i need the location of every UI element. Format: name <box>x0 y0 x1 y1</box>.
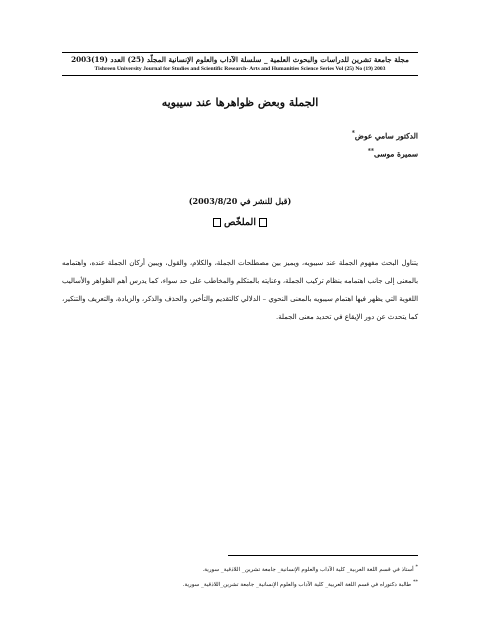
footnote-divider <box>228 555 418 556</box>
paper-title: الجملة وبعض ظواهرها عند سيبويه <box>161 96 319 109</box>
author-2 <box>218 144 418 162</box>
author-1-name: الدكتور سامي عوض <box>354 131 418 141</box>
footnote-2 <box>118 576 418 591</box>
footnote-1 <box>118 561 418 576</box>
abstract-body: يتناول البحث مفهوم الجملة عند سيبويه، ويميز بين مصطلحات الجملة، والكلام، والقول، ويبين أركان الجملة عنده، واهتمامه بالمعنى إلى جانب اهتمامه بنظام تركيب الجملة، وعنايته بالمتكلم والمخاطب على حد سواء، كما يدرس أهم الظواهر والأساليب اللغوية التي يظهر فيها اهتمام سيبويه بالمعنى النحوي – الدلالي كالتقديم والتأخير، والحذف والذكر، والزيادة، والتعريف والتنكير، كما يتحدث عن دور الإيقاع في تحديد معنى الجملة. <box>62 259 418 321</box>
footnote-1-text: أستاذ في قسم اللغة العربية_ كلية الآداب والعلوم الإنسانية_ جامعة تشرين_ اللاذقية_ سورية. <box>202 566 414 573</box>
author-2-mark: ** <box>367 147 374 155</box>
abstract-heading-text: الملخّص <box>224 217 256 228</box>
author-2-name: سميرة موسى <box>374 149 418 158</box>
accepted-date: (قبل للنشر في 2003/8/20) <box>188 196 292 206</box>
author-list <box>218 126 418 161</box>
square-bullet-icon <box>213 218 221 227</box>
footnote-1-mark: * <box>415 564 418 570</box>
footnote-2-mark: ** <box>413 578 418 585</box>
square-bullet-icon <box>259 218 267 227</box>
journal-header-english: Tishreen University Journal for Studies and Scientific Research- Arts and Humanities Science Series Vol (25) No (19) 2003 <box>94 66 386 72</box>
footnote-2-text: طالبة دكتوراه في قسم اللغة العربية_ كلية الآداب والعلوم الإنسانية_ جامعة تشرين_اللاذقية_ سورية. <box>182 581 412 588</box>
journal-header-arabic: مجلة جامعة تشرين للدراسات والبحوث العلمية _ سلسلة الآداب والعلوم الإنسانية المجلّد (25) العدد (19)2003 <box>71 55 409 64</box>
author-1-mark: * <box>351 130 355 137</box>
journal-header <box>62 52 418 76</box>
footnotes <box>118 561 418 591</box>
abstract-heading <box>62 217 418 228</box>
author-1 <box>218 126 418 144</box>
